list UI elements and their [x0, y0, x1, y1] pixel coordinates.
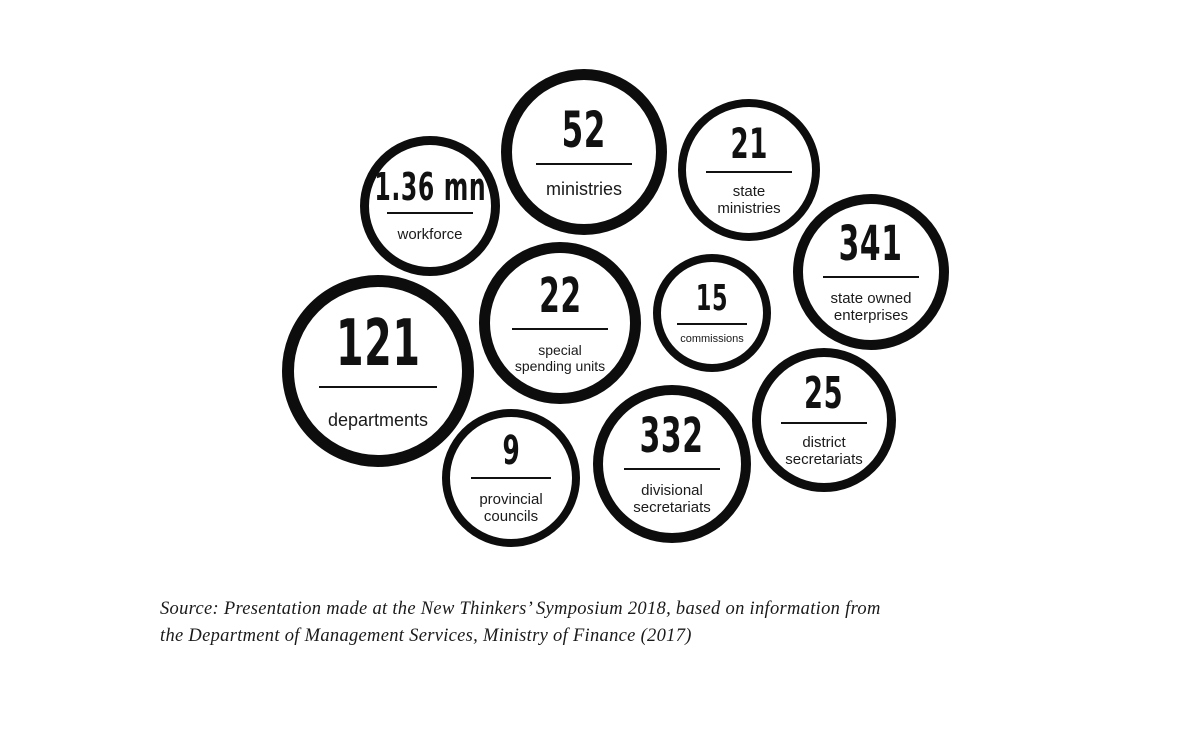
source-line-2: the Department of Management Services, Ministry of Finance (2017): [160, 626, 692, 646]
stat-value: 25: [804, 367, 844, 419]
stat-bubble-special-spending-units: [479, 242, 641, 404]
stat-bubble-divisional-secretariats: [593, 385, 751, 543]
stat-label: special spending units: [514, 341, 606, 374]
stat-label: commissions: [680, 332, 744, 345]
stat-label: departments: [327, 409, 429, 430]
stat-divider: [512, 328, 608, 330]
stat-bubble-commissions: [653, 254, 771, 372]
stat-value: 15: [695, 277, 729, 319]
stat-label: provincial councils: [479, 490, 543, 525]
stat-bubble-departments: [282, 275, 474, 467]
stat-value: 22: [538, 267, 582, 324]
stat-value: 121: [335, 306, 421, 381]
stat-label: ministries: [545, 178, 622, 199]
stat-divider: [319, 386, 437, 388]
stat-divider: [624, 468, 720, 470]
stat-divider: [781, 422, 867, 424]
stat-bubble-state-owned-enterprises: [793, 194, 949, 350]
stat-label: state owned enterprises: [830, 289, 912, 324]
stat-divider: [706, 171, 792, 173]
stat-value: 1.36 mn: [374, 165, 487, 210]
stat-divider: [387, 212, 473, 214]
source-caption: [160, 596, 1080, 650]
stat-value: 341: [838, 215, 903, 272]
stat-value: 332: [639, 407, 704, 464]
stat-bubble-ministries: [501, 69, 667, 235]
stat-label: state ministries: [717, 182, 781, 217]
stat-label: district secretariats: [785, 433, 863, 468]
stat-bubble-provincial-councils: [442, 409, 580, 547]
source-line-1: Source: Presentation made at the New Thinkers’ Symposium 2018, based on information from: [160, 599, 881, 619]
stat-bubble-workforce: [360, 136, 500, 276]
stat-divider: [536, 163, 632, 165]
stat-value: 9: [502, 427, 520, 474]
stat-divider: [471, 477, 551, 479]
stat-label: workforce: [397, 226, 463, 244]
stat-label: divisional secretariats: [633, 481, 711, 516]
stat-value: 52: [561, 100, 607, 159]
stat-bubble-state-ministries: [678, 99, 820, 241]
stat-value: 21: [730, 118, 768, 168]
stat-divider: [677, 323, 747, 325]
stat-bubble-district-secretariats: [752, 348, 896, 492]
stat-divider: [823, 276, 919, 278]
